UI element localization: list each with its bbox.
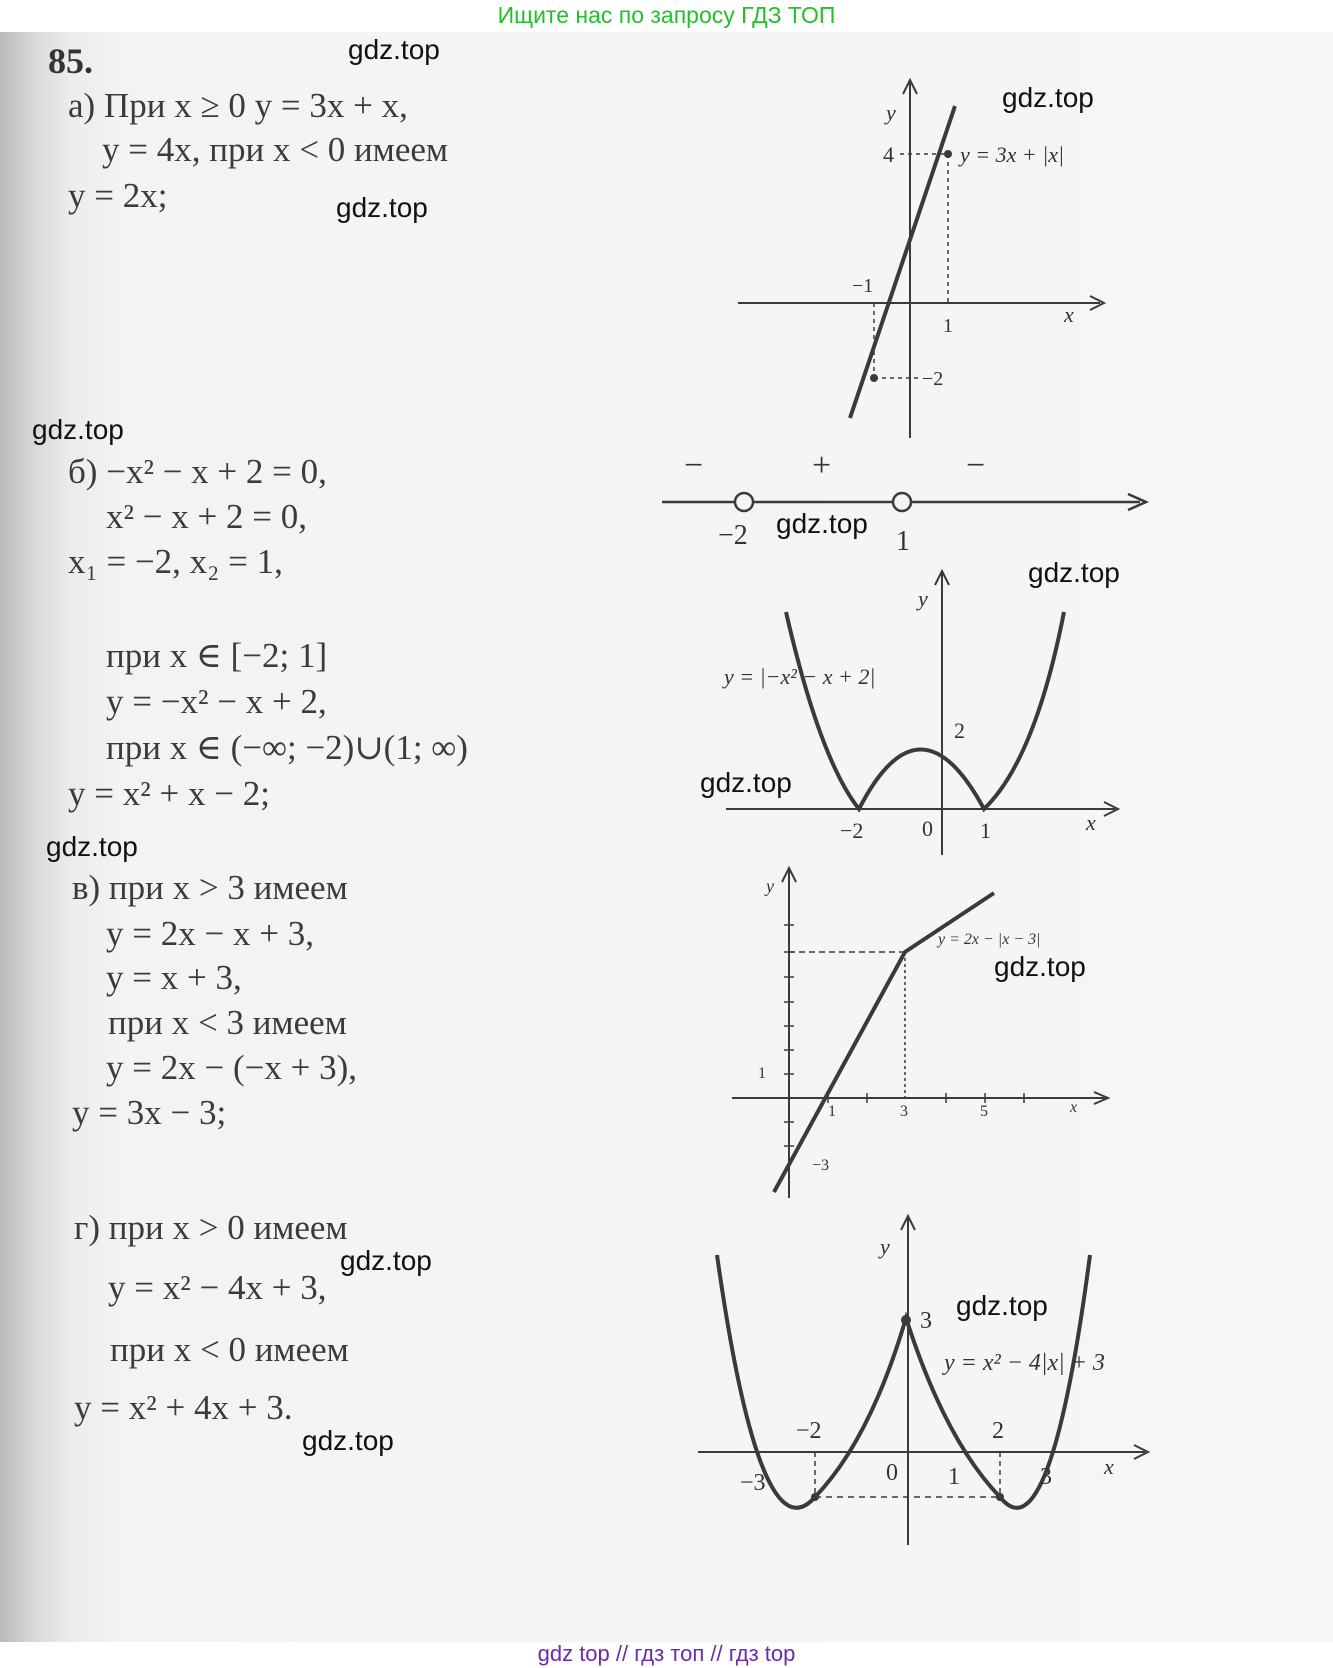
graph-v-tick-yneg3: −3 (812, 1157, 830, 1174)
graph-v-axis-y-label: y (766, 876, 774, 896)
graph-b-label: y = |−x² − x + 2| (724, 664, 876, 689)
part-a-line-1: а) При x ≥ 0 y = 3x + x, (68, 86, 408, 125)
graph-g-curve (717, 1255, 1090, 1508)
graph-v-label: y = 2x − |x − 3| (938, 931, 1041, 948)
graph-v-tick-y1: 1 (758, 1065, 766, 1082)
watermark: gdz.top (340, 1245, 432, 1276)
graph-a-tick-4: 4 (883, 142, 894, 167)
graph-b-axis-y-label: y (918, 586, 928, 611)
part-v-line-3: y = x + 3, (106, 958, 242, 997)
graph-a-label: y = 3x + |x| (960, 142, 1065, 167)
graph-b-tick-0: 0 (922, 816, 933, 841)
graph-v-tick-x5: 5 (980, 1103, 988, 1120)
footer-links: gdz top // гдз топ // гдз top (537, 1641, 796, 1666)
watermark: gdz.top (1002, 82, 1094, 113)
watermark: gdz.top (994, 951, 1086, 982)
watermark: gdz.top (1028, 557, 1120, 588)
watermark: gdz.top (336, 192, 428, 223)
graph-a-axis-x-label: x (1064, 302, 1074, 327)
sign-point-neg2: −2 (718, 520, 748, 551)
part-b-line-3: x₁ = −2, x₂ = 1, (68, 542, 283, 581)
watermark: gdz.top (302, 1425, 394, 1456)
part-a-line-2: y = 4x, при x < 0 имеем (102, 130, 449, 169)
part-v-line-4: при x < 3 имеем (108, 1003, 347, 1042)
graph-g-label: y = x² − 4|x| + 3 (944, 1350, 1105, 1376)
graph-g-axis-y-label: y (880, 1234, 890, 1259)
graph-g-tick-neg2: −2 (796, 1418, 822, 1444)
part-b-line-4: при x ∈ [−2; 1] (106, 636, 328, 675)
top-banner: Ищите нас по запросу ГДЗ ТОП (497, 2, 836, 28)
graph-g-tick-y3: 3 (920, 1308, 932, 1334)
part-b-line-1: б) −x² − x + 2 = 0, (68, 452, 327, 491)
graph-a-tick-1: 1 (943, 315, 953, 337)
graph-v-axis-x-label: x (1070, 1099, 1078, 1116)
part-b-line-6: при x ∈ (−∞; −2)∪(1; ∞) (106, 728, 468, 767)
problem-number: 85. (48, 41, 93, 81)
part-v-line-6: y = 3x − 3; (72, 1093, 227, 1132)
graph-b-tick-1: 1 (980, 818, 991, 843)
graph-a-axis-y-label: y (886, 100, 896, 125)
part-b-line-7: y = x² + x − 2; (68, 774, 270, 813)
part-v-line-1: в) при x > 3 имеем (72, 868, 348, 907)
graph-b-tick-2: 2 (954, 718, 965, 743)
part-g-line-3: при x < 0 имеем (110, 1330, 349, 1369)
sign-minus-right: − (966, 447, 986, 484)
watermark: gdz.top (32, 414, 124, 445)
graph-a-tick-neg1: −1 (852, 275, 874, 297)
sign-minus-left: − (684, 447, 704, 484)
part-g-line-4: y = x² + 4x + 3. (74, 1388, 293, 1427)
part-v-line-2: y = 2x − x + 3, (106, 914, 314, 953)
graph-g-tick-3: 3 (1040, 1464, 1052, 1490)
part-g-line-1: г) при x > 0 имеем (74, 1208, 348, 1247)
watermark: gdz.top (956, 1290, 1048, 1321)
graph-v-tick-x1: 1 (828, 1103, 836, 1120)
part-a-line-3: y = 2x; (68, 176, 168, 215)
part-b-line-2: x² − x + 2 = 0, (106, 497, 307, 536)
part-v-line-5: y = 2x − (−x + 3), (106, 1048, 358, 1087)
sign-plus: + (812, 447, 832, 484)
graph-v-tick-x3: 3 (900, 1103, 908, 1120)
part-g-line-2: y = x² − 4x + 3, (108, 1268, 327, 1307)
part-b-line-5: y = −x² − x + 2, (106, 682, 327, 721)
watermark: gdz.top (46, 831, 138, 862)
graph-g-axis-x-label: x (1104, 1454, 1114, 1479)
graph-g-tick-neg3: −3 (740, 1470, 766, 1496)
graph-g-tick-0: 0 (886, 1460, 898, 1486)
watermark: gdz.top (776, 508, 868, 539)
graph-g-tick-2: 2 (992, 1418, 1004, 1444)
watermark: gdz.top (348, 34, 440, 65)
sign-point-1: 1 (896, 526, 910, 557)
watermark: gdz.top (700, 767, 792, 798)
graph-b-axis-x-label: x (1086, 810, 1096, 835)
graph-g-tick-1: 1 (948, 1464, 960, 1490)
graph-a-tick-neg2: −2 (922, 368, 944, 390)
graph-b-tick-neg2: −2 (840, 818, 864, 843)
